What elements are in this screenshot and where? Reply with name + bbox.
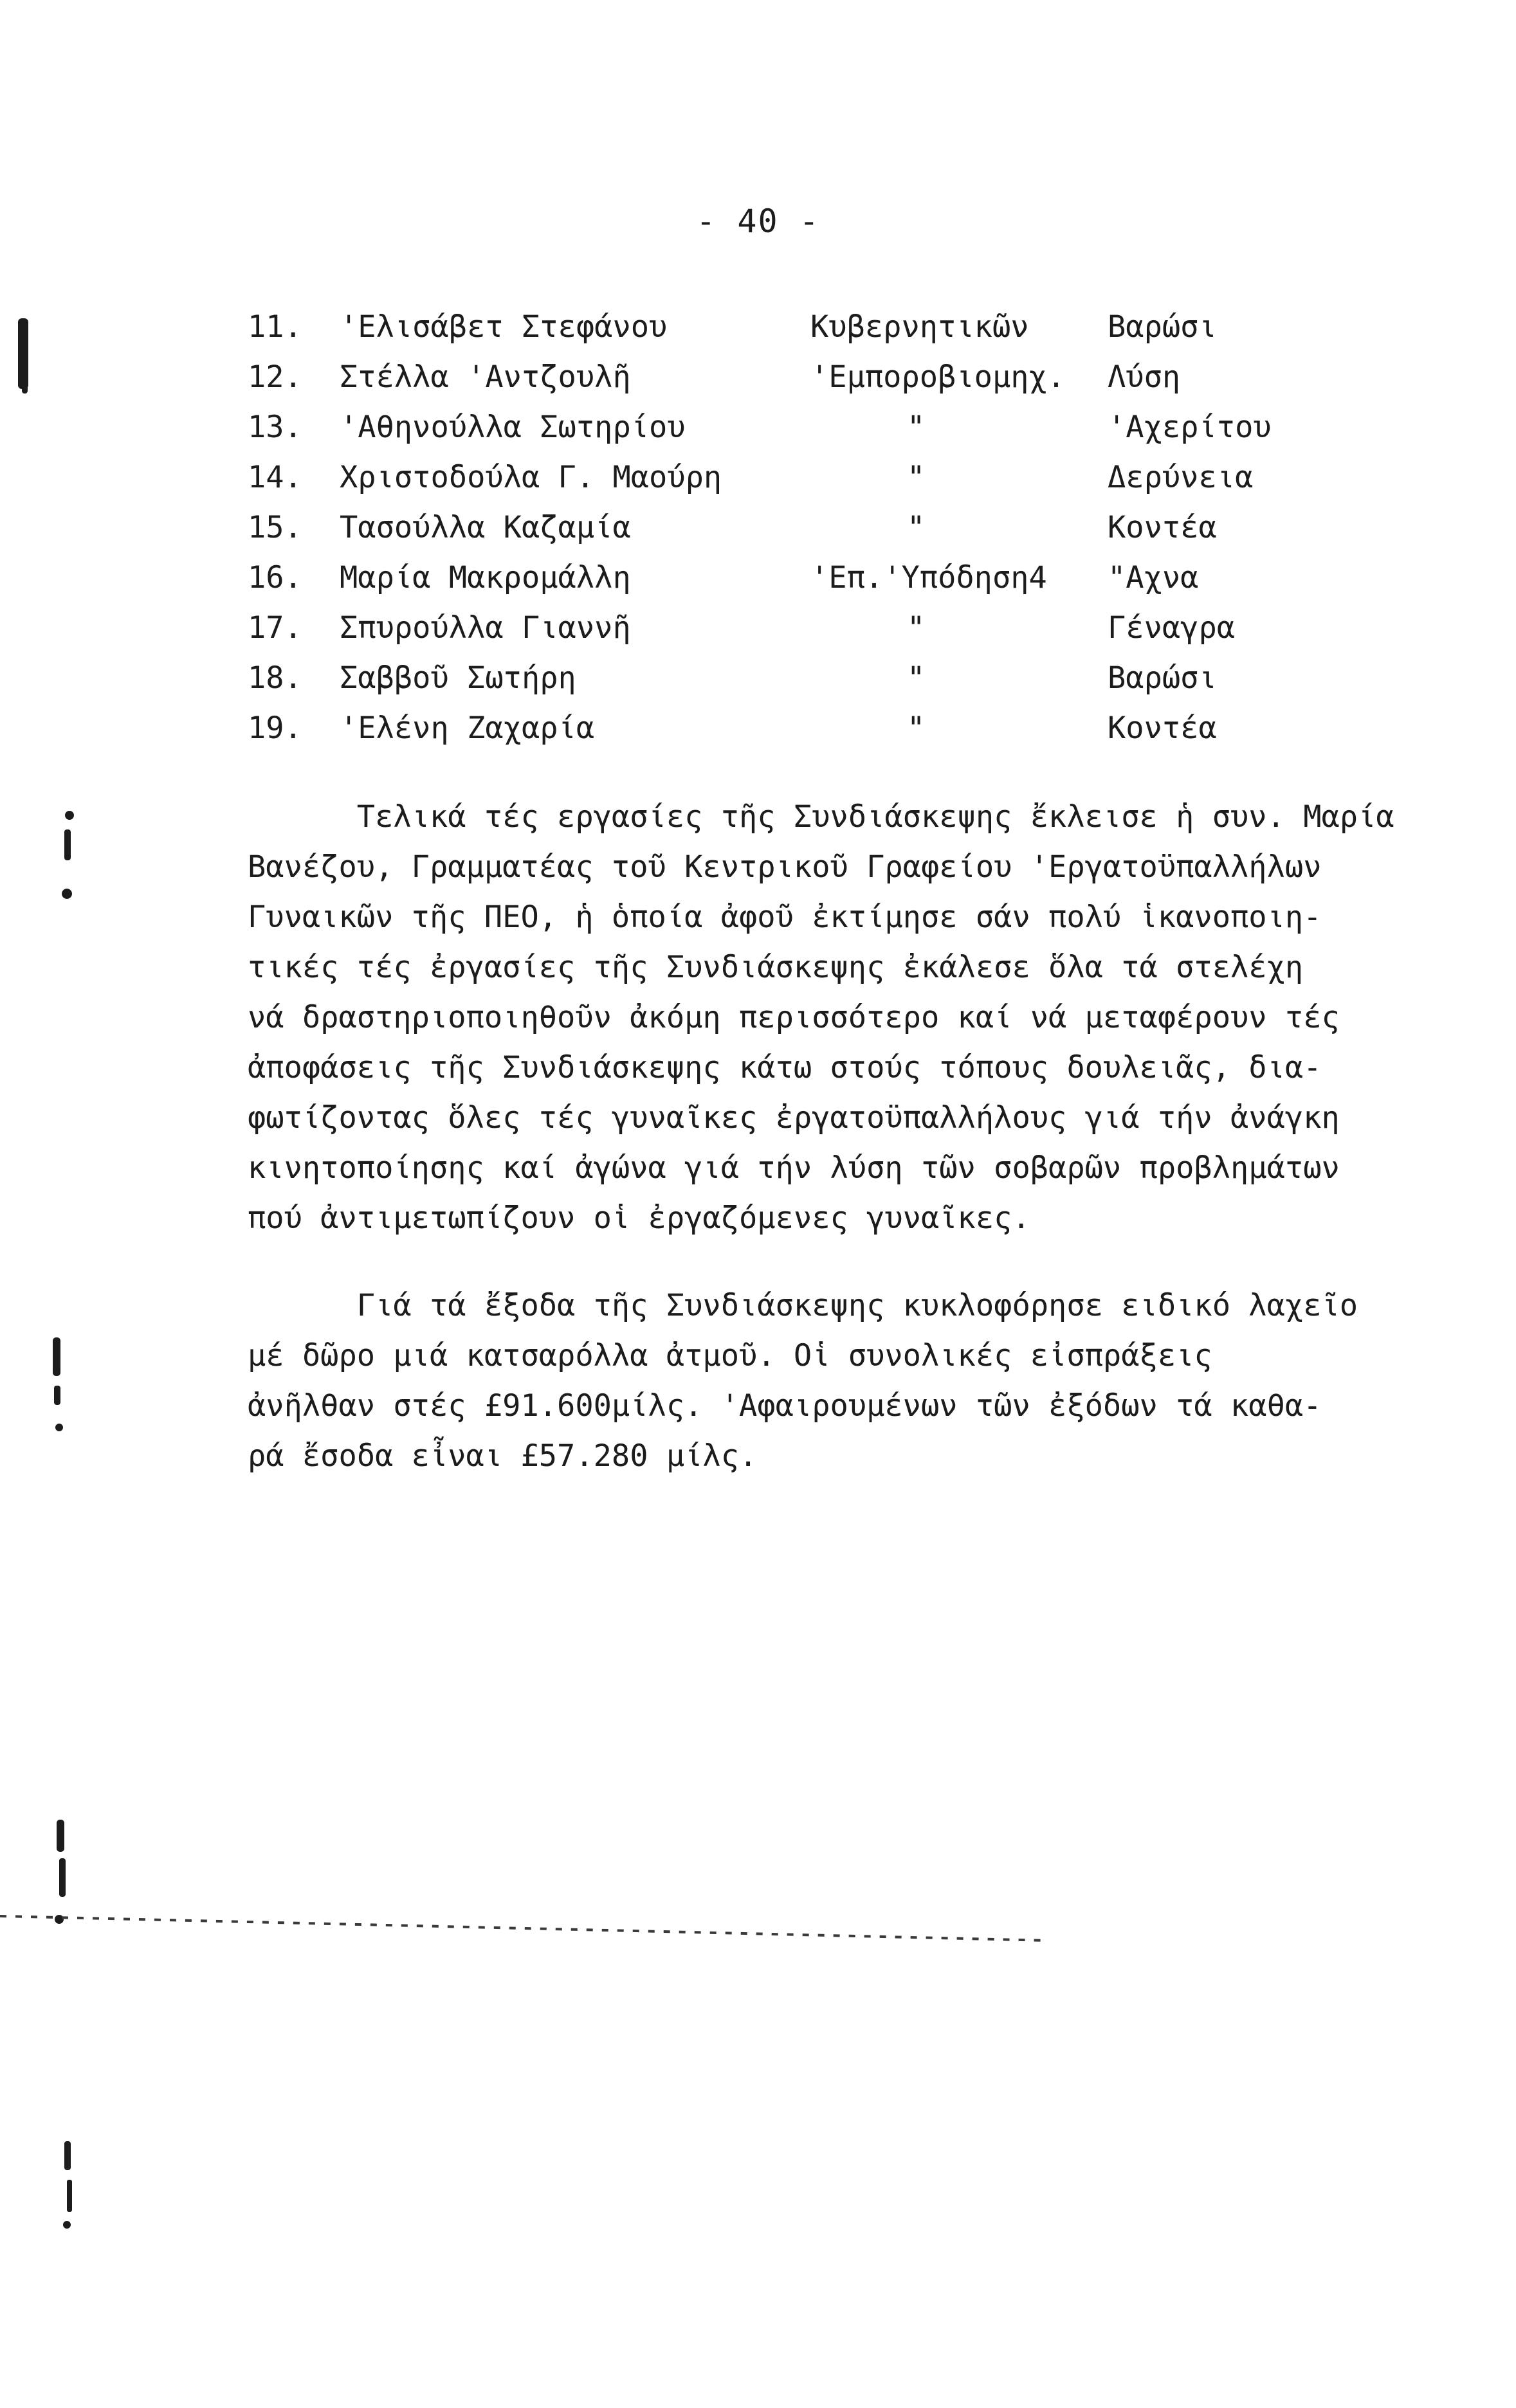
member-name: Τασούλλα Καζαμία (340, 510, 631, 545)
member-occupation: Κυβερνητικῶν (810, 309, 1029, 345)
binding-mark (67, 2180, 72, 2212)
member-occupation: " (907, 460, 926, 495)
member-name: Σπυρούλλα Γιαννῆ (340, 610, 631, 646)
member-name: 'Ελένη Ζαχαρία (340, 711, 595, 746)
member-occupation: " (907, 510, 926, 545)
binding-mark (54, 1386, 60, 1405)
member-name: Σαββοῦ Σωτήρη (340, 660, 576, 696)
member-name: Στέλλα 'Αντζουλῆ (340, 359, 631, 395)
member-place: Δερύνεια (1108, 460, 1254, 495)
member-occupation: 'Εμποροβιομηχ. (810, 359, 1066, 395)
member-place: Κοντέα (1108, 510, 1217, 545)
binding-mark (59, 1858, 66, 1897)
member-name: Μαρία Μακρομάλλη (340, 560, 631, 595)
member-occupation: " (907, 410, 926, 445)
member-name: 'Ελισάβετ Στεφάνου (340, 309, 668, 345)
binding-mark (55, 1424, 63, 1431)
binding-mark (55, 1915, 64, 1924)
item-number: 13. (248, 410, 302, 445)
member-place: Λύση (1108, 359, 1181, 395)
item-number: 18. (248, 660, 302, 696)
binding-mark (57, 1820, 64, 1852)
binding-mark (53, 1337, 60, 1376)
member-place: 'Αχερίτου (1108, 410, 1272, 445)
item-number: 15. (248, 510, 302, 545)
member-place: Βαρώσι (1108, 660, 1217, 696)
binding-mark (63, 2221, 71, 2229)
member-name: Χριστοδούλα Γ. Μαούρη (340, 460, 722, 495)
item-number: 19. (248, 711, 302, 746)
member-place: Γέναγρα (1108, 610, 1236, 646)
binding-mark (64, 829, 71, 860)
member-place: Βαρώσι (1108, 309, 1217, 345)
item-number: 14. (248, 460, 302, 495)
member-place: "Αχνα (1108, 560, 1199, 595)
scan-noise-line (0, 1916, 1048, 1941)
binding-mark (65, 811, 74, 820)
expenses-paragraph: Γιά τά ἔξοδα τῆς Συνδιάσκεψης κυκλοφόρησε ειδικό λαχεῖο μέ δῶρο μιά κατσαρόλλα ἀτμοῦ. Οἱ συνολικές εἰσπράξεις ἀνῆλθαν στές £91.600μίλς. 'Αφαιρουμένων τῶν ἐξόδων τά καθα- ρά ἔσοδα εἶναι £57.280 μίλς. (248, 1288, 1358, 1474)
page-number: - 40 - (696, 203, 820, 240)
item-number: 17. (248, 610, 302, 646)
member-occupation: 'Επ.'Υπόδηση4 (810, 560, 1047, 595)
item-number: 12. (248, 359, 302, 395)
item-number: 11. (248, 309, 302, 345)
member-name: 'Αθηνούλλα Σωτηρίου (340, 410, 686, 445)
member-occupation: " (907, 711, 926, 746)
binding-mark (22, 333, 28, 394)
binding-mark (62, 889, 72, 899)
binding-mark (64, 2141, 71, 2170)
member-place: Κοντέα (1108, 711, 1217, 746)
closing-remarks-paragraph: Τελικά τές εργασίες τῆς Συνδιάσκεψης ἔκλεισε ἡ συν. Μαρία Βανέζου, Γραμματέας τοῦ Κεντρικοῦ Γραφείου 'Εργατοϋπαλλήλων Γυναικῶν τῆς ΠΕΟ, ἡ ὁποία ἀφοῦ ἐκτίμησε σάν πολύ ἱκανοποιη- τικές τές ἐργασίες τῆς Συνδιάσκεψης ἐκάλεσε ὅλα τά στελέχη νά δραστηριοποιηθοῦν ἀκόμη περισσότερο καί νά μεταφέρουν τές ἀποφάσεις τῆς Συνδιάσκεψης κάτω στούς τόπους δουλειᾶς, δια- φωτίζοντας ὅλες τές γυναῖκες ἐργατοϋπαλλήλους γιά τήν ἀνάγκη κινητοποίησης καί ἀγώνα γιά τήν λύση τῶν σοβαρῶν προβλημάτων πού ἀντιμετωπίζουν οἱ ἐργαζόμενες γυναῖκες. (248, 799, 1394, 1236)
member-occupation: " (907, 660, 926, 696)
item-number: 16. (248, 560, 302, 595)
member-occupation: " (907, 610, 926, 646)
